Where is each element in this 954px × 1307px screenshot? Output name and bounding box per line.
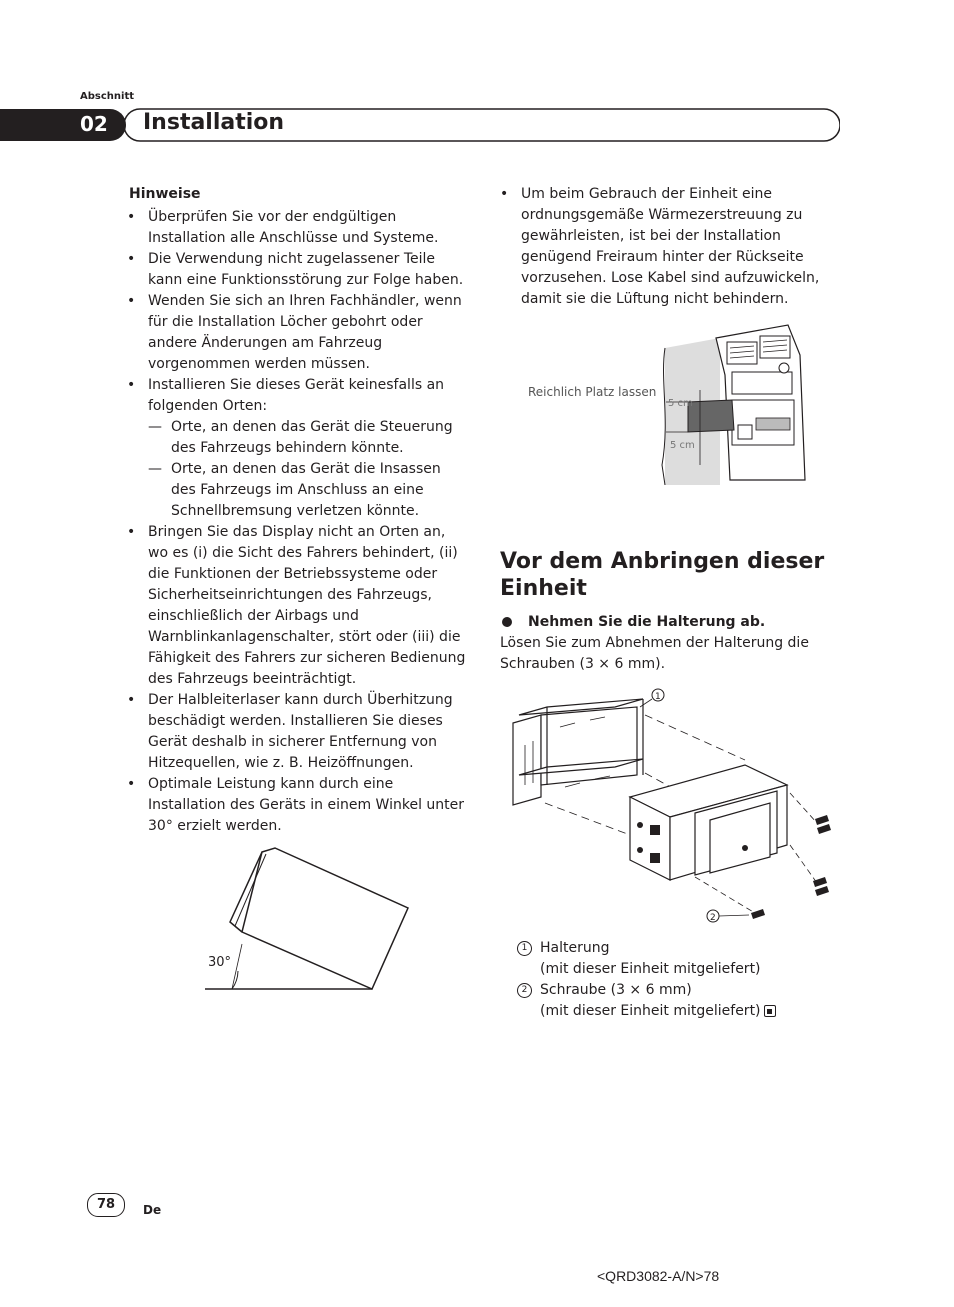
legend-item: [517, 980, 837, 1001]
note-item: • Optimale Leistung kann durch eine Installation des Geräts in einem Winkel unter 30° erzielt werden.: [127, 774, 467, 837]
notes-heading: Hinweise: [129, 186, 201, 202]
legend-number: 1: [517, 941, 532, 956]
notes-list: [127, 207, 467, 837]
location-list: [148, 417, 467, 522]
legend-number: 2: [517, 983, 532, 998]
legend-item: [517, 938, 837, 959]
notes-column: [127, 184, 467, 837]
section-label: Abschnitt: [80, 91, 135, 102]
ventilation-item: • Um beim Gebrauch der Einheit eine ordnungsgemäße Wärmezerstreuung zu gewährleisten, ist bei der Installation genügend Freiraum hinter der Rückseite vorzusehen. Lose Kabel sind aufzuwickeln, damit sie die Lüftung nicht behindern.: [500, 184, 845, 310]
callout-2: 2: [710, 913, 716, 923]
ventilation-note: [500, 184, 845, 310]
note-item: [127, 375, 467, 522]
note-item: • Die Verwendung nicht zugelassener Teile kann eine Funktionsstörung zur Folge haben.: [127, 249, 467, 291]
legend-label: Halterung: [540, 940, 610, 956]
location-item: — Orte, an denen das Gerät die Insassen des Fahrzeugs im Anschluss an eine Schnellbremsung verletzen könnte.: [148, 459, 467, 522]
end-mark-icon: [764, 1005, 776, 1017]
legend-sub: (mit dieser Einheit mitgeliefert): [540, 1003, 761, 1019]
note-item-text: Installieren Sie dieses Gerät keinesfalls an folgenden Orten:: [148, 377, 445, 414]
step: [500, 612, 845, 675]
chapter-header-bar: [0, 108, 840, 142]
angle-illustration: [200, 840, 420, 995]
dim-bottom-label: 5 cm: [670, 440, 695, 451]
bracket-illustration: [505, 685, 840, 930]
note-item: • Wenden Sie sich an Ihren Fachhändler, wenn für die Installation Löcher gebohrt oder andere Änderungen am Fahrzeug vorgenommen werden müssen.: [127, 291, 467, 375]
step-title: Nehmen Sie die Halterung ab.: [500, 612, 845, 633]
legend-label: Schraube (3 × 6 mm): [540, 982, 692, 998]
document-reference: <QRD3082-A/N>78: [597, 1268, 720, 1284]
clearance-label: Reichlich Platz lassen: [528, 385, 657, 399]
clearance-illustration: [520, 320, 810, 485]
note-item: • Überprüfen Sie vor der endgültigen Installation alle Anschlüsse und Systeme.: [127, 207, 467, 249]
location-item: — Orte, an denen das Gerät die Steuerung des Fahrzeugs behindern könnte.: [148, 417, 467, 459]
angle-label: 30°: [208, 955, 232, 970]
section-heading: Vor dem Anbringen dieser Einheit: [500, 549, 825, 601]
callout-1: 1: [655, 692, 661, 702]
chapter-number: 02: [80, 112, 108, 136]
legend-sub: (mit dieser Einheit mitgeliefert): [540, 961, 761, 977]
chapter-title: Installation: [143, 110, 285, 135]
figure-legend: [517, 938, 837, 1022]
language-code: De: [143, 1203, 162, 1217]
page-number: 78: [87, 1193, 125, 1217]
note-item: • Bringen Sie das Display nicht an Orten an, wo es (i) die Sicht des Fahrers behindert, (ii) die Funktionen der Betriebssysteme oder Sicherheitseinrichtungen des Fahrzeugs, einschließlich der Airbags und Warnblinkanlagenschalter, stört oder (iii) die Fähigkeit des Fahrers zur sicheren Bedienung des Fahrzeugs beeinträchtigt.: [127, 522, 467, 690]
note-item: • Der Halbleiterlaser kann durch Überhitzung beschädigt werden. Installieren Sie dieses Gerät deshalb in sicherer Entfernung von Hitzequellen, wie z. B. Heizöffnungen.: [127, 690, 467, 774]
dim-top-label: 5 cm: [668, 398, 693, 409]
step-text: Lösen Sie zum Abnehmen der Halterung die Schrauben (3 × 6 mm).: [500, 635, 809, 672]
